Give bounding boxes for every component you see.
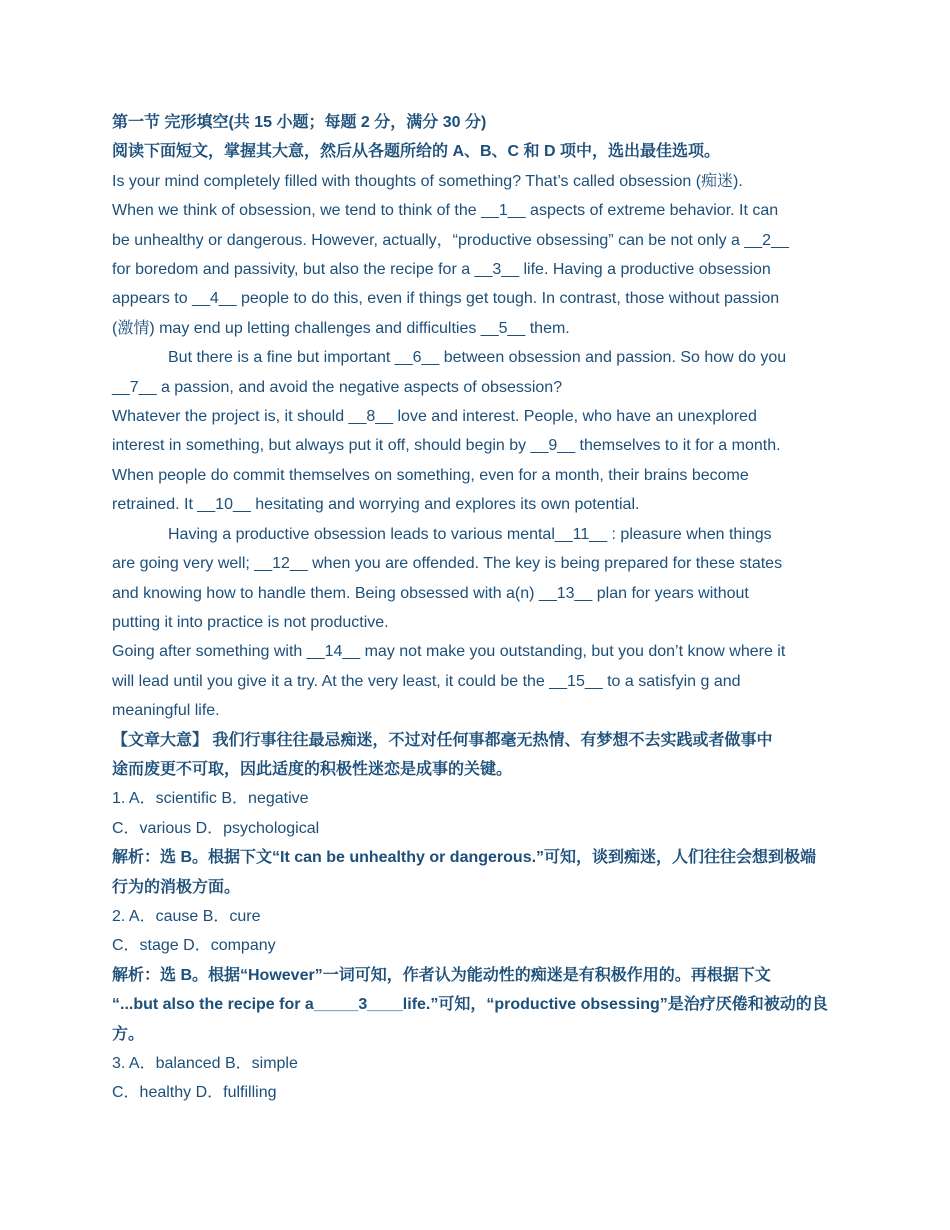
section-heading: 第一节 完形填空(共 15 小题；每题 2 分，满分 30 分) — [112, 114, 487, 131]
passage-line: Having a productive obsession leads to various mental__11__ : pleasure when things — [168, 525, 772, 543]
explanation-2: 解析：选 B。根据“However”一词可知，作者认为能动性的痴迷是有积极作用的。再根据下文 — [112, 966, 771, 984]
passage-line: and knowing how to handle them. Being obsessed with a(n) __13__ plan for years without — [112, 584, 749, 602]
passage-line: (激情) may end up letting challenges and difficulties __5__ them. — [112, 319, 570, 337]
document-body — [112, 108, 838, 1108]
passage-line: be unhealthy or dangerous. However, actually，“productive obsessing” can be not only a __2__ — [112, 231, 789, 249]
explanation-1: 解析：选 B。根据下文“It can be unhealthy or dangerous.”可知，谈到痴迷，人们往往会想到极端 — [112, 849, 817, 867]
explanation-2: “...but also the recipe for a_____3____life.”可知，“productive obsessing”是治疗厌倦和被动的良 — [112, 996, 828, 1014]
passage-line: meaningful life. — [112, 702, 220, 720]
passage-line: Going after something with __14__ may not make you outstanding, but you don’t know where it — [112, 643, 786, 661]
passage-line: are going very well; __12__ when you are offended. The key is being prepared for these states — [112, 555, 783, 573]
question-1-options: C．various D．psychological — [112, 819, 320, 837]
question-1-options: 1. A．scientific B．negative — [112, 790, 309, 808]
question-2-options: 2. A．cause B．cure — [112, 907, 261, 925]
passage-line: Whatever the project is, it should __8__ love and interest. People, who have an unexplored — [112, 408, 757, 426]
passage-line: retrained. It __10__ hesitating and worrying and explores its own potential. — [112, 496, 640, 514]
summary-line: 【文章大意】 我们行事往往最忌痴迷，不过对任何事都毫无热情、有梦想不去实践或者做事中 — [112, 731, 773, 749]
summary-line: 途而废更不可取，因此适度的积极性迷恋是成事的关键。 — [112, 760, 513, 778]
passage-line: for boredom and passivity, but also the recipe for a __3__ life. Having a productive obsession — [112, 261, 771, 279]
instructions: 阅读下面短文，掌握其大意，然后从各题所给的 A、B、C 和 D 项中，选出最佳选项。 — [112, 143, 721, 161]
passage-line: When we think of obsession, we tend to think of the __1__ aspects of extreme behavior. It can — [112, 202, 779, 220]
question-3-options: 3. A．balanced B．simple — [112, 1055, 298, 1072]
passage-line: will lead until you give it a try. At the very least, it could be the __15__ to a satisfyin g and — [112, 672, 741, 690]
passage-line: When people do commit themselves on something, even for a month, their brains become — [112, 466, 749, 484]
passage-line: __7__ a passion, and avoid the negative aspects of obsession? — [112, 378, 563, 396]
explanation-2: 方。 — [112, 1025, 145, 1043]
question-3-options: C．healthy D．fulfilling — [112, 1084, 277, 1102]
question-2-options: C．stage D．company — [112, 937, 276, 955]
passage-line: But there is a fine but important __6__ between obsession and passion. So how do you — [168, 349, 787, 367]
passage-line: putting it into practice is not productive. — [112, 613, 389, 631]
explanation-1: 行为的消极方面。 — [112, 878, 241, 896]
passage-line: interest in something, but always put it off, should begin by __9__ themselves to it for a month. — [112, 437, 781, 455]
passage-line: appears to __4__ people to do this, even if things get tough. In contrast, those without passion — [112, 290, 780, 308]
passage-line: Is your mind completely filled with thoughts of something? That’s called obsession (痴迷). — [112, 172, 743, 190]
